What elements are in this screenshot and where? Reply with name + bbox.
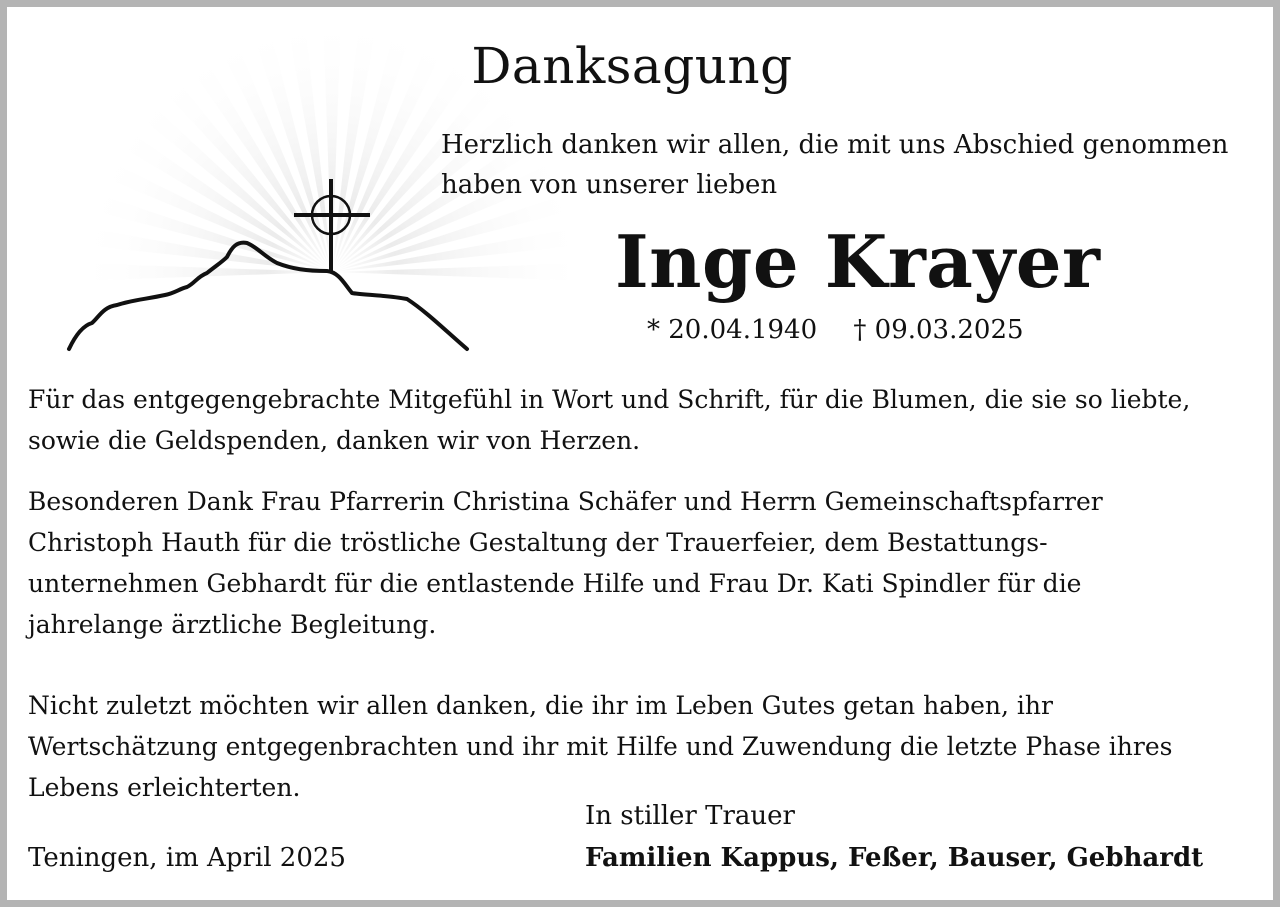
intro-line: haben von unserer lieben [441,170,778,200]
birth-date: * 20.04.1940 [647,315,818,345]
sunray [332,262,567,282]
paragraph-line: jahrelange ärztliche Begleitung. [28,610,437,639]
deceased-name: Inge Krayer [615,219,1101,304]
paragraph-line: Lebens erleichterten. [28,773,301,802]
thanks-paragraph-1 [28,379,1263,461]
paragraph-line: sowie die Geldspenden, danken wir von Herzen. [28,426,641,455]
paragraph-line: Für das entgegengebrachte Mitgefühl in Wort und Schrift, für die Blumen, die sie so liebte, [28,385,1191,414]
paragraph-line: Besonderen Dank Frau Pfarrerin Christina Schäfer und Herrn Gemeinschaftspfarrer [28,487,1103,516]
intro-text [441,125,1261,205]
life-dates [647,315,1024,345]
paragraph-line: Nicht zuletzt möchten wir allen danken, die ihr im Leben Gutes getan haben, ihr [28,691,1053,720]
obituary-notice [7,7,1273,900]
thanks-paragraph-3 [28,685,1263,808]
place-date: Teningen, im April 2025 [28,843,346,873]
paragraph-line: Wertschätzung entgegenbrachten und ihr mit Hilfe und Zuwendung die letzte Phase ihres [28,732,1173,761]
families-signature: Familien Kappus, Feßer, Bauser, Gebhardt [585,843,1204,873]
paragraph-line: unternehmen Gebhardt für die entlastende Hilfe und Frau Dr. Kati Spindler für die [28,569,1082,598]
signature-intro: In stiller Trauer [585,801,795,831]
notice-title: Danksagung [471,37,793,95]
intro-line: Herzlich danken wir allen, die mit uns Abschied genommen [441,130,1229,160]
death-date: † 09.03.2025 [853,315,1024,345]
thanks-paragraph-2 [28,481,1263,645]
paragraph-line: Christoph Hauth für die tröstliche Gestaltung der Trauerfeier, dem Bestattungs- [28,528,1048,557]
